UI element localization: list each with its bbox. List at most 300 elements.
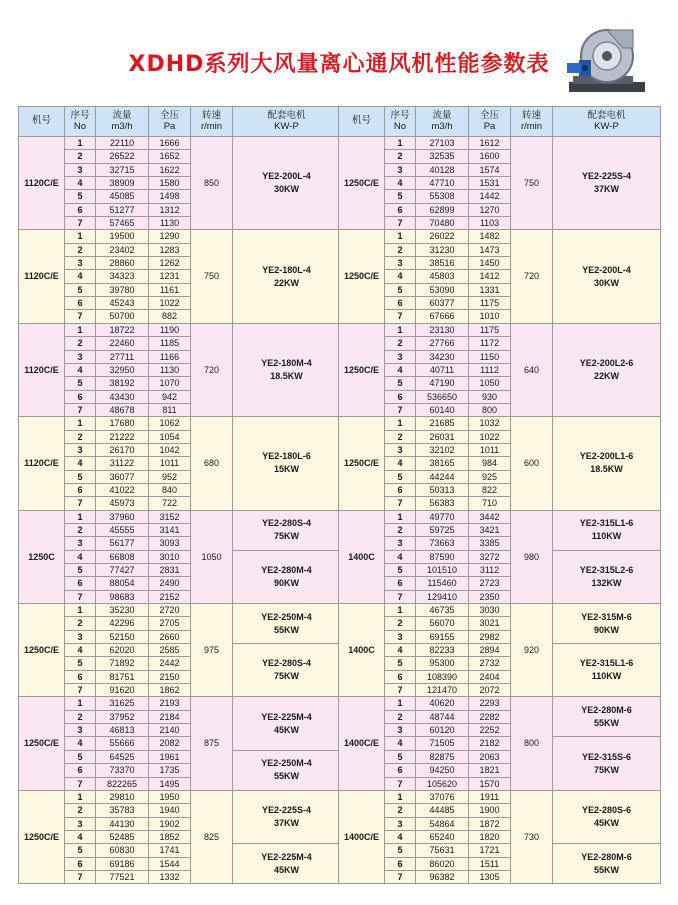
pressure-cell: 3272	[469, 550, 511, 563]
pressure-cell: 3021	[469, 617, 511, 630]
no-cell: 5	[65, 470, 96, 483]
flow-cell: 34230	[416, 350, 469, 363]
pressure-cell: 1011	[469, 443, 511, 456]
model-cell: 1120C/E	[19, 137, 65, 230]
flow-cell: 45085	[96, 190, 149, 203]
speed-cell: 640	[511, 323, 553, 416]
flow-cell: 73370	[96, 764, 149, 777]
pressure-cell: 1172	[469, 337, 511, 350]
flow-cell: 57465	[96, 217, 149, 230]
flow-cell: 44244	[416, 470, 469, 483]
flow-cell: 31625	[96, 697, 149, 710]
pressure-cell: 1150	[469, 350, 511, 363]
flow-cell: 37076	[416, 790, 469, 803]
motor-cell	[553, 604, 661, 644]
no-cell: 7	[65, 310, 96, 323]
motor-line: 37KW	[273, 818, 299, 829]
no-cell: 2	[65, 523, 96, 536]
col-header-no: 序号 No	[65, 107, 96, 137]
no-cell: 3	[385, 817, 416, 830]
no-cell: 6	[65, 577, 96, 590]
flow-cell: 82233	[416, 644, 469, 657]
no-cell: 4	[65, 830, 96, 843]
no-cell: 5	[385, 377, 416, 390]
flow-cell: 81751	[96, 670, 149, 683]
flow-cell: 95300	[416, 657, 469, 670]
flow-cell: 71505	[416, 737, 469, 750]
pressure-cell: 2720	[149, 604, 191, 617]
table-row	[339, 417, 661, 430]
table-row	[339, 790, 661, 803]
pressure-cell: 822	[469, 483, 511, 496]
flow-cell: 36077	[96, 470, 149, 483]
flow-cell: 31122	[96, 457, 149, 470]
table-row	[19, 323, 341, 336]
flow-cell: 46735	[416, 604, 469, 617]
flow-cell: 38909	[96, 177, 149, 190]
model-cell: 1250C/E	[19, 697, 65, 790]
flow-cell: 38192	[96, 377, 149, 390]
flow-cell: 27766	[416, 337, 469, 350]
speed-cell: 920	[511, 604, 553, 697]
motor-cell	[233, 697, 341, 750]
col-header-pressure: 全压 Pa	[149, 107, 191, 137]
flow-cell: 87590	[416, 550, 469, 563]
flow-cell: 34323	[96, 270, 149, 283]
pressure-cell: 1412	[469, 270, 511, 283]
no-cell: 7	[385, 310, 416, 323]
flow-cell: 56177	[96, 537, 149, 550]
no-cell: 7	[65, 684, 96, 697]
motor-line: 37KW	[593, 184, 619, 195]
flow-cell: 22110	[96, 137, 149, 150]
pressure-cell: 1498	[149, 190, 191, 203]
model-cell: 1400C	[339, 604, 385, 697]
col-header-speed: 转速 r/min	[191, 107, 233, 137]
table-row	[339, 230, 661, 243]
motor-line: YE2-315L1-6	[579, 658, 634, 669]
flow-cell: 42296	[96, 617, 149, 630]
pressure-cell: 1054	[149, 430, 191, 443]
motor-cell	[553, 644, 661, 697]
flow-cell: 55666	[96, 737, 149, 750]
no-cell: 1	[385, 604, 416, 617]
motor-line: YE2-280M-6	[581, 704, 632, 715]
no-cell: 3	[385, 724, 416, 737]
table-row	[19, 604, 341, 617]
motor-cell	[553, 737, 661, 790]
no-cell: 3	[385, 163, 416, 176]
no-cell: 4	[65, 177, 96, 190]
centrifugal-fan-icon	[563, 20, 651, 108]
pressure-cell: 2585	[149, 644, 191, 657]
no-cell: 6	[385, 670, 416, 683]
flow-cell: 31230	[416, 243, 469, 256]
flow-cell: 41022	[96, 483, 149, 496]
flow-cell: 17680	[96, 417, 149, 430]
speed-cell: 730	[511, 790, 553, 883]
flow-cell: 70480	[416, 217, 469, 230]
table-row	[19, 510, 341, 523]
right-table-body	[339, 137, 661, 884]
no-cell: 4	[385, 270, 416, 283]
no-cell: 5	[65, 657, 96, 670]
motor-line: 45KW	[273, 864, 299, 875]
pressure-cell: 1544	[149, 857, 191, 870]
flow-cell: 32715	[96, 163, 149, 176]
speed-cell: 600	[511, 417, 553, 510]
motor-cell	[553, 550, 661, 603]
pressure-cell: 1652	[149, 150, 191, 163]
pressure-cell: 1103	[469, 217, 511, 230]
pressure-cell: 2350	[469, 590, 511, 603]
pressure-cell: 1622	[149, 163, 191, 176]
no-cell: 1	[65, 790, 96, 803]
pressure-cell: 1450	[469, 257, 511, 270]
flow-cell: 21222	[96, 430, 149, 443]
pressure-cell: 1911	[469, 790, 511, 803]
table-row	[19, 750, 341, 763]
pressure-cell: 1735	[149, 764, 191, 777]
flow-cell: 47190	[416, 377, 469, 390]
flow-cell: 50700	[96, 310, 149, 323]
motor-cell	[553, 510, 661, 550]
no-cell: 4	[385, 457, 416, 470]
no-cell: 6	[65, 857, 96, 870]
pressure-cell: 1270	[469, 203, 511, 216]
table-row	[19, 844, 341, 857]
flow-cell: 27711	[96, 350, 149, 363]
motor-line: 55KW	[593, 864, 619, 875]
no-cell: 1	[65, 137, 96, 150]
motor-line: YE2-280S-4	[261, 518, 312, 529]
flow-cell: 536650	[416, 390, 469, 403]
no-cell: 1	[385, 417, 416, 430]
motor-line: YE2-280M-6	[581, 851, 632, 862]
no-cell: 7	[385, 684, 416, 697]
flow-cell: 49770	[416, 510, 469, 523]
pressure-cell: 2282	[469, 710, 511, 723]
flow-cell: 45243	[96, 297, 149, 310]
pressure-cell: 1283	[149, 243, 191, 256]
motor-cell	[553, 137, 661, 230]
model-cell: 1250C/E	[339, 137, 385, 230]
flow-cell: 23402	[96, 243, 149, 256]
model-cell: 1120C/E	[19, 417, 65, 510]
no-cell: 3	[65, 724, 96, 737]
no-cell: 7	[65, 590, 96, 603]
no-cell: 7	[385, 777, 416, 790]
flow-cell: 28860	[96, 257, 149, 270]
no-cell: 1	[385, 697, 416, 710]
pressure-cell: 2063	[469, 750, 511, 763]
no-cell: 3	[65, 257, 96, 270]
pressure-cell: 811	[149, 403, 191, 416]
no-cell: 3	[385, 257, 416, 270]
no-cell: 6	[65, 390, 96, 403]
no-cell: 2	[65, 430, 96, 443]
table-row	[19, 230, 341, 243]
motor-line: 55KW	[273, 624, 299, 635]
no-cell: 2	[385, 710, 416, 723]
pressure-cell: 1175	[469, 323, 511, 336]
pressure-cell: 2082	[149, 737, 191, 750]
pressure-cell: 840	[149, 483, 191, 496]
col-header-motor: 配套电机 KW-P	[233, 107, 341, 137]
no-cell: 2	[385, 150, 416, 163]
no-cell: 4	[65, 550, 96, 563]
left-performance-table	[18, 106, 341, 884]
motor-line: YE2-315L1-6	[579, 518, 634, 529]
pressure-cell: 925	[469, 470, 511, 483]
flow-cell: 23130	[416, 323, 469, 336]
flow-cell: 26522	[96, 150, 149, 163]
flow-cell: 45973	[96, 497, 149, 510]
table-row	[19, 417, 341, 430]
pressure-cell: 1600	[469, 150, 511, 163]
motor-line: YE2-250M-4	[261, 758, 312, 769]
no-cell: 2	[65, 150, 96, 163]
pressure-cell: 1940	[149, 804, 191, 817]
motor-line: YE2-315S-6	[581, 751, 632, 762]
flow-cell: 115460	[416, 577, 469, 590]
pressure-cell: 2252	[469, 724, 511, 737]
table-row	[339, 137, 661, 150]
no-cell: 5	[385, 844, 416, 857]
flow-cell: 69155	[416, 630, 469, 643]
pressure-cell: 1332	[149, 870, 191, 883]
motor-line: 15KW	[273, 464, 299, 475]
motor-line: YE2-180L-6	[262, 451, 311, 462]
pressure-cell: 1062	[149, 417, 191, 430]
speed-cell: 750	[191, 230, 233, 323]
motor-line: YE2-225S-4	[581, 171, 632, 182]
flow-cell: 54864	[416, 817, 469, 830]
motor-cell	[233, 417, 341, 510]
no-cell: 2	[385, 804, 416, 817]
pressure-cell: 1902	[149, 817, 191, 830]
flow-cell: 43430	[96, 390, 149, 403]
pressure-cell: 800	[469, 403, 511, 416]
pressure-cell: 2831	[149, 564, 191, 577]
no-cell: 2	[385, 430, 416, 443]
no-cell: 7	[385, 403, 416, 416]
pressure-cell: 1161	[149, 283, 191, 296]
flow-cell: 62899	[416, 203, 469, 216]
no-cell: 5	[385, 190, 416, 203]
pressure-cell: 1961	[149, 750, 191, 763]
no-cell: 5	[385, 283, 416, 296]
flow-cell: 62020	[96, 644, 149, 657]
pressure-cell: 3385	[469, 537, 511, 550]
no-cell: 1	[385, 790, 416, 803]
flow-cell: 52485	[96, 830, 149, 843]
pressure-cell: 1050	[469, 377, 511, 390]
no-cell: 4	[385, 830, 416, 843]
flow-cell: 26022	[416, 230, 469, 243]
flow-cell: 29810	[96, 790, 149, 803]
motor-cell	[233, 844, 341, 884]
flow-cell: 44130	[96, 817, 149, 830]
flow-cell: 105620	[416, 777, 469, 790]
flow-cell: 59725	[416, 523, 469, 536]
pressure-cell: 1185	[149, 337, 191, 350]
flow-cell: 53090	[416, 283, 469, 296]
pressure-cell: 1612	[469, 137, 511, 150]
flow-cell: 94250	[416, 764, 469, 777]
motor-line: YE2-280M-4	[261, 564, 312, 575]
no-cell: 5	[385, 564, 416, 577]
motor-cell	[553, 417, 661, 510]
flow-cell: 44485	[416, 804, 469, 817]
col-header-speed: 转速 r/min	[511, 107, 553, 137]
motor-line: YE2-200L-4	[262, 171, 311, 182]
pressure-cell: 1852	[149, 830, 191, 843]
flow-cell: 48678	[96, 403, 149, 416]
pressure-cell: 1872	[469, 817, 511, 830]
model-cell: 1120C/E	[19, 230, 65, 323]
no-cell: 6	[65, 203, 96, 216]
flow-cell: 45803	[416, 270, 469, 283]
page-title: XDHD系列大风量离心通风机性能参数表	[128, 52, 550, 77]
col-header-flow: 流量 m3/h	[416, 107, 469, 137]
pressure-cell: 930	[469, 390, 511, 403]
no-cell: 6	[65, 670, 96, 683]
no-cell: 4	[385, 363, 416, 376]
pressure-cell: 3112	[469, 564, 511, 577]
motor-line: 45KW	[593, 818, 619, 829]
motor-line: 75KW	[273, 671, 299, 682]
flow-cell: 822265	[96, 777, 149, 790]
col-header-model: 机号	[19, 107, 65, 137]
pressure-cell: 1580	[149, 177, 191, 190]
flow-cell: 40711	[416, 363, 469, 376]
pressure-cell: 1442	[469, 190, 511, 203]
no-cell: 5	[385, 657, 416, 670]
motor-line: 132KW	[591, 577, 622, 588]
model-cell: 1250C/E	[339, 323, 385, 416]
no-cell: 2	[65, 617, 96, 630]
pressure-cell: 1305	[469, 870, 511, 883]
no-cell: 7	[385, 590, 416, 603]
flow-cell: 60377	[416, 297, 469, 310]
no-cell: 2	[385, 243, 416, 256]
pressure-cell: 1570	[469, 777, 511, 790]
no-cell: 4	[65, 270, 96, 283]
no-cell: 5	[385, 470, 416, 483]
no-cell: 6	[65, 297, 96, 310]
no-cell: 3	[65, 537, 96, 550]
pressure-cell: 1011	[149, 457, 191, 470]
flow-cell: 56383	[416, 497, 469, 510]
pressure-cell: 1666	[149, 137, 191, 150]
motor-line: YE2-250M-4	[261, 611, 312, 622]
model-cell: 1250C	[19, 510, 65, 603]
no-cell: 2	[65, 804, 96, 817]
pressure-cell: 2404	[469, 670, 511, 683]
pressure-cell: 1331	[469, 283, 511, 296]
pressure-cell: 2140	[149, 724, 191, 737]
motor-line: YE2-280S-4	[261, 658, 312, 669]
pressure-cell: 2894	[469, 644, 511, 657]
flow-cell: 121470	[416, 684, 469, 697]
no-cell: 5	[385, 750, 416, 763]
motor-line: YE2-315M-6	[581, 611, 632, 622]
pressure-cell: 1130	[149, 363, 191, 376]
flow-cell: 65240	[416, 830, 469, 843]
pressure-cell: 1166	[149, 350, 191, 363]
motor-line: YE2-225S-4	[261, 804, 312, 815]
motor-line: 75KW	[593, 764, 619, 775]
pressure-cell: 2152	[149, 590, 191, 603]
flow-cell: 69186	[96, 857, 149, 870]
no-cell: 3	[385, 443, 416, 456]
flow-cell: 73663	[416, 537, 469, 550]
flow-cell: 67666	[416, 310, 469, 323]
no-cell: 3	[65, 163, 96, 176]
motor-line: YE2-225M-4	[261, 711, 312, 722]
motor-line: YE2-315L2-6	[579, 564, 634, 575]
table-row	[339, 737, 661, 750]
no-cell: 7	[65, 497, 96, 510]
flow-cell: 96382	[416, 870, 469, 883]
no-cell: 1	[65, 697, 96, 710]
pressure-cell: 1231	[149, 270, 191, 283]
no-cell: 4	[385, 177, 416, 190]
pressure-cell: 2982	[469, 630, 511, 643]
pressure-cell: 2293	[469, 697, 511, 710]
no-cell: 4	[65, 363, 96, 376]
no-cell: 4	[385, 550, 416, 563]
motor-cell	[553, 323, 661, 416]
no-cell: 5	[65, 190, 96, 203]
no-cell: 5	[65, 750, 96, 763]
col-header-model: 机号	[339, 107, 385, 137]
table-row	[339, 697, 661, 710]
flow-cell: 27103	[416, 137, 469, 150]
flow-cell: 47710	[416, 177, 469, 190]
flow-cell: 26031	[416, 430, 469, 443]
no-cell: 7	[65, 870, 96, 883]
flow-cell: 82875	[416, 750, 469, 763]
flow-cell: 129410	[416, 590, 469, 603]
pressure-cell: 1900	[469, 804, 511, 817]
no-cell: 3	[65, 350, 96, 363]
model-cell: 1250C/E	[19, 604, 65, 697]
flow-cell: 46813	[96, 724, 149, 737]
motor-line: 30KW	[593, 277, 619, 288]
pressure-cell: 882	[149, 310, 191, 323]
right-performance-table	[338, 106, 661, 884]
pressure-cell: 1531	[469, 177, 511, 190]
pressure-cell: 1290	[149, 230, 191, 243]
flow-cell: 55308	[416, 190, 469, 203]
pressure-cell: 1473	[469, 243, 511, 256]
motor-line: 30KW	[273, 184, 299, 195]
pressure-cell: 3152	[149, 510, 191, 523]
no-cell: 3	[65, 817, 96, 830]
no-cell: 4	[65, 644, 96, 657]
no-cell: 4	[65, 737, 96, 750]
flow-cell: 60830	[96, 844, 149, 857]
flow-cell: 39780	[96, 283, 149, 296]
flow-cell: 26170	[96, 443, 149, 456]
pressure-cell: 2723	[469, 577, 511, 590]
pressure-cell: 722	[149, 497, 191, 510]
flow-cell: 71892	[96, 657, 149, 670]
motor-cell	[233, 510, 341, 550]
motor-line: 55KW	[273, 771, 299, 782]
